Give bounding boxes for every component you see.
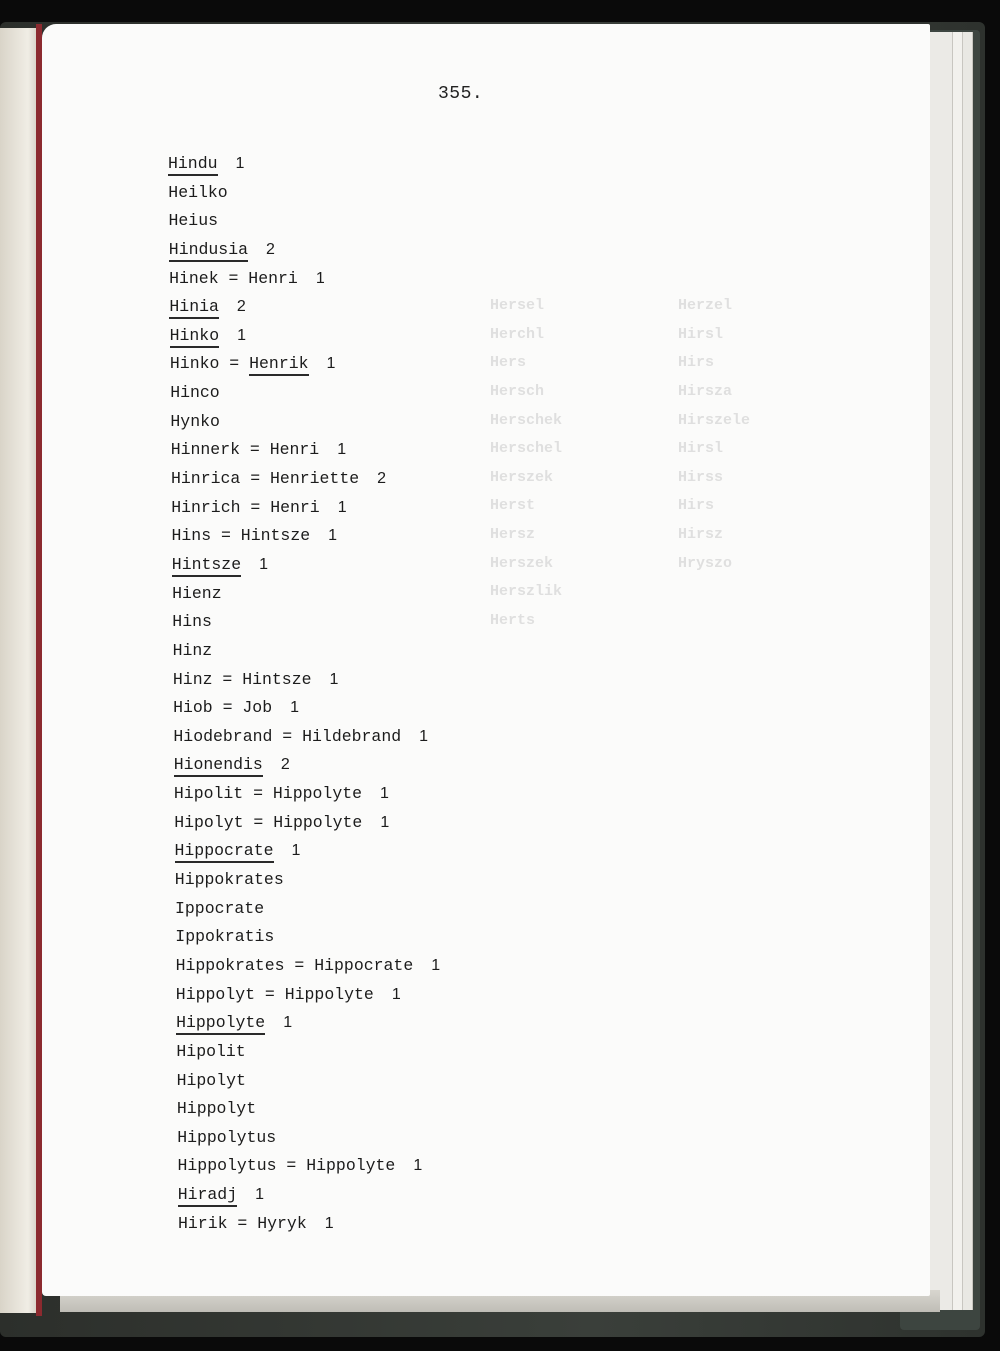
entry-text: Hipolit = Hippolyte <box>173 784 363 804</box>
index-entry <box>169 236 440 265</box>
bleed-through-word: Herschel <box>490 440 563 458</box>
bleed-through-word: Herst <box>490 497 536 515</box>
index-entry <box>174 809 440 838</box>
bleed-through-word: Herchl <box>490 325 545 343</box>
entry-text: Hynko <box>170 411 220 431</box>
bleed-through-word: Hirsl <box>678 325 724 343</box>
entry-text: Hipolyt = Hippolyte <box>174 812 363 832</box>
bleed-through-word: Hersch <box>490 382 545 400</box>
entry-text: Hinrich = Henri <box>171 497 320 517</box>
underlined-headword: Hippocrate <box>175 841 274 863</box>
entry-count: 1 <box>391 985 401 1003</box>
name-index-list <box>168 150 440 1238</box>
index-entry <box>175 923 440 952</box>
entry-text: Heius <box>168 211 219 231</box>
entry-count: 1 <box>431 956 441 974</box>
bleed-through-word: Herzel <box>678 297 733 314</box>
index-entry <box>173 694 440 723</box>
entry-count: 1 <box>419 727 429 745</box>
entry-text: Hinnerk = Henri <box>170 440 320 460</box>
bleed-through-word: Hersel <box>490 297 545 314</box>
entry-text: Ippokratis <box>175 927 275 947</box>
underlined-headword: Hindu <box>168 154 218 176</box>
bleed-through-word: Herszlik <box>490 583 563 601</box>
index-entry <box>174 780 440 809</box>
entry-text: Ippocrate <box>175 898 265 918</box>
index-entry <box>178 1181 440 1210</box>
entry-count: 1 <box>337 498 347 516</box>
index-entry <box>177 1124 440 1153</box>
index-entry <box>173 666 440 695</box>
bleed-through-word: Hirs <box>678 354 715 372</box>
entry-text: Hippokrates = Hippocrate <box>175 955 414 975</box>
entry-count: 1 <box>315 269 325 287</box>
entry-text: Hippolytus = Hippolyte <box>177 1156 396 1176</box>
index-entry <box>170 408 440 437</box>
index-entry <box>168 150 440 179</box>
index-entry <box>174 751 440 780</box>
index-entry <box>177 1095 440 1124</box>
underlined-headword: Hippolyte <box>176 1013 265 1035</box>
entry-count: 2 <box>377 470 387 488</box>
entry-count: 1 <box>259 555 269 573</box>
index-entry <box>175 837 441 866</box>
page-number: 355. <box>438 84 484 104</box>
index-entry <box>170 322 441 351</box>
book-page <box>42 24 930 1296</box>
entry-count: 1 <box>413 1157 423 1175</box>
entry-count: 1 <box>328 527 338 545</box>
bleed-through-word: Hirss <box>678 468 724 486</box>
entry-text: Hienz <box>172 583 222 603</box>
entry-count: 1 <box>237 326 247 344</box>
entry-count: 1 <box>329 670 339 688</box>
underlined-headword: Hinia <box>169 297 219 319</box>
bleed-through-column-a <box>490 292 562 636</box>
index-entry <box>170 350 440 379</box>
entry-count: 2 <box>280 756 290 774</box>
index-entry <box>169 207 441 236</box>
entry-text: Hipolyt <box>176 1070 246 1090</box>
underlined-headword: Hinko <box>170 326 220 348</box>
index-entry <box>168 179 440 208</box>
entry-count: 1 <box>291 842 301 860</box>
bleed-through-word: Hirsz <box>678 526 724 544</box>
entry-text: Hinko = <box>169 354 250 374</box>
index-entry <box>172 551 440 580</box>
underlined-headword: Hintsze <box>172 555 241 577</box>
entry-text: Heilko <box>168 182 228 202</box>
entry-count: 1 <box>380 813 390 831</box>
bleed-through-word: Herszek <box>490 468 554 486</box>
bleed-through-word: Hirs <box>678 497 715 515</box>
index-entry <box>178 1210 440 1239</box>
entry-count: 2 <box>266 240 275 258</box>
entry-text: Hinz <box>172 640 213 660</box>
underlined-headword: Hindusia <box>169 240 248 262</box>
index-entry <box>169 293 440 322</box>
entry-text: Hinz = Hintsze <box>172 669 312 689</box>
entry-count: 1 <box>255 1186 265 1204</box>
index-entry <box>171 436 440 465</box>
entry-count: 1 <box>380 785 389 803</box>
entry-count: 1 <box>283 1014 293 1032</box>
bleed-through-word: Hryszo <box>678 554 733 572</box>
index-entry <box>171 465 440 494</box>
entry-count: 1 <box>290 699 300 717</box>
entry-text: Hinek = Henri <box>169 268 298 288</box>
entry-text: Hiob = Job <box>173 698 273 718</box>
entry-text: Hins <box>172 612 212 632</box>
bleed-through-word: Herts <box>490 612 536 630</box>
underlined-reference: Henrik <box>249 354 308 376</box>
bleed-through-word: Hirsza <box>678 382 733 400</box>
index-entry <box>176 1009 440 1038</box>
index-entry <box>172 608 440 637</box>
entry-text: Hipolit <box>176 1041 246 1061</box>
entry-count: 1 <box>235 155 245 172</box>
index-entry <box>175 866 440 895</box>
bleed-through-word: Hersz <box>490 526 536 544</box>
entry-count: 2 <box>236 298 246 316</box>
index-entry <box>176 952 441 981</box>
bleed-through-word: Hirszele <box>678 411 751 429</box>
bleed-through-word: Herszek <box>490 554 554 572</box>
index-entry <box>172 580 440 609</box>
entry-text: Hinrica = Henriette <box>171 469 360 489</box>
index-entry <box>175 895 440 924</box>
entry-count: 1 <box>324 1214 334 1232</box>
index-entry <box>171 494 440 523</box>
entry-text: Hinco <box>170 383 220 403</box>
bleed-through-column-b <box>678 292 750 578</box>
entry-text: Hippolytus <box>177 1127 277 1147</box>
entry-text: Hiodebrand = Hildebrand <box>173 726 402 746</box>
entry-text: Hirik = Hyryk <box>178 1213 307 1233</box>
facing-page-edge <box>0 28 40 1313</box>
entry-text: Hins = Hintsze <box>171 526 311 546</box>
index-entry <box>173 637 441 666</box>
index-entry <box>172 522 441 551</box>
entry-count: 1 <box>326 355 336 373</box>
index-entry <box>176 1038 440 1067</box>
bleed-through-word: Herschek <box>490 411 563 429</box>
index-entry <box>178 1152 441 1181</box>
index-entry <box>170 379 440 408</box>
entry-text: Hippolyt <box>176 1099 257 1119</box>
entry-count: 1 <box>337 441 347 459</box>
entry-text: Hippolyt = Hippolyte <box>175 984 374 1004</box>
index-entry <box>176 981 440 1010</box>
index-entry <box>169 265 440 294</box>
underlined-headword: Hiradj <box>178 1185 237 1207</box>
index-entry <box>173 723 440 752</box>
entry-text: Hippokrates <box>174 870 284 890</box>
bleed-through-word: Hers <box>490 354 527 372</box>
index-entry <box>177 1067 441 1096</box>
underlined-headword: Hionendis <box>174 755 263 777</box>
bleed-through-word: Hirsl <box>678 440 724 458</box>
